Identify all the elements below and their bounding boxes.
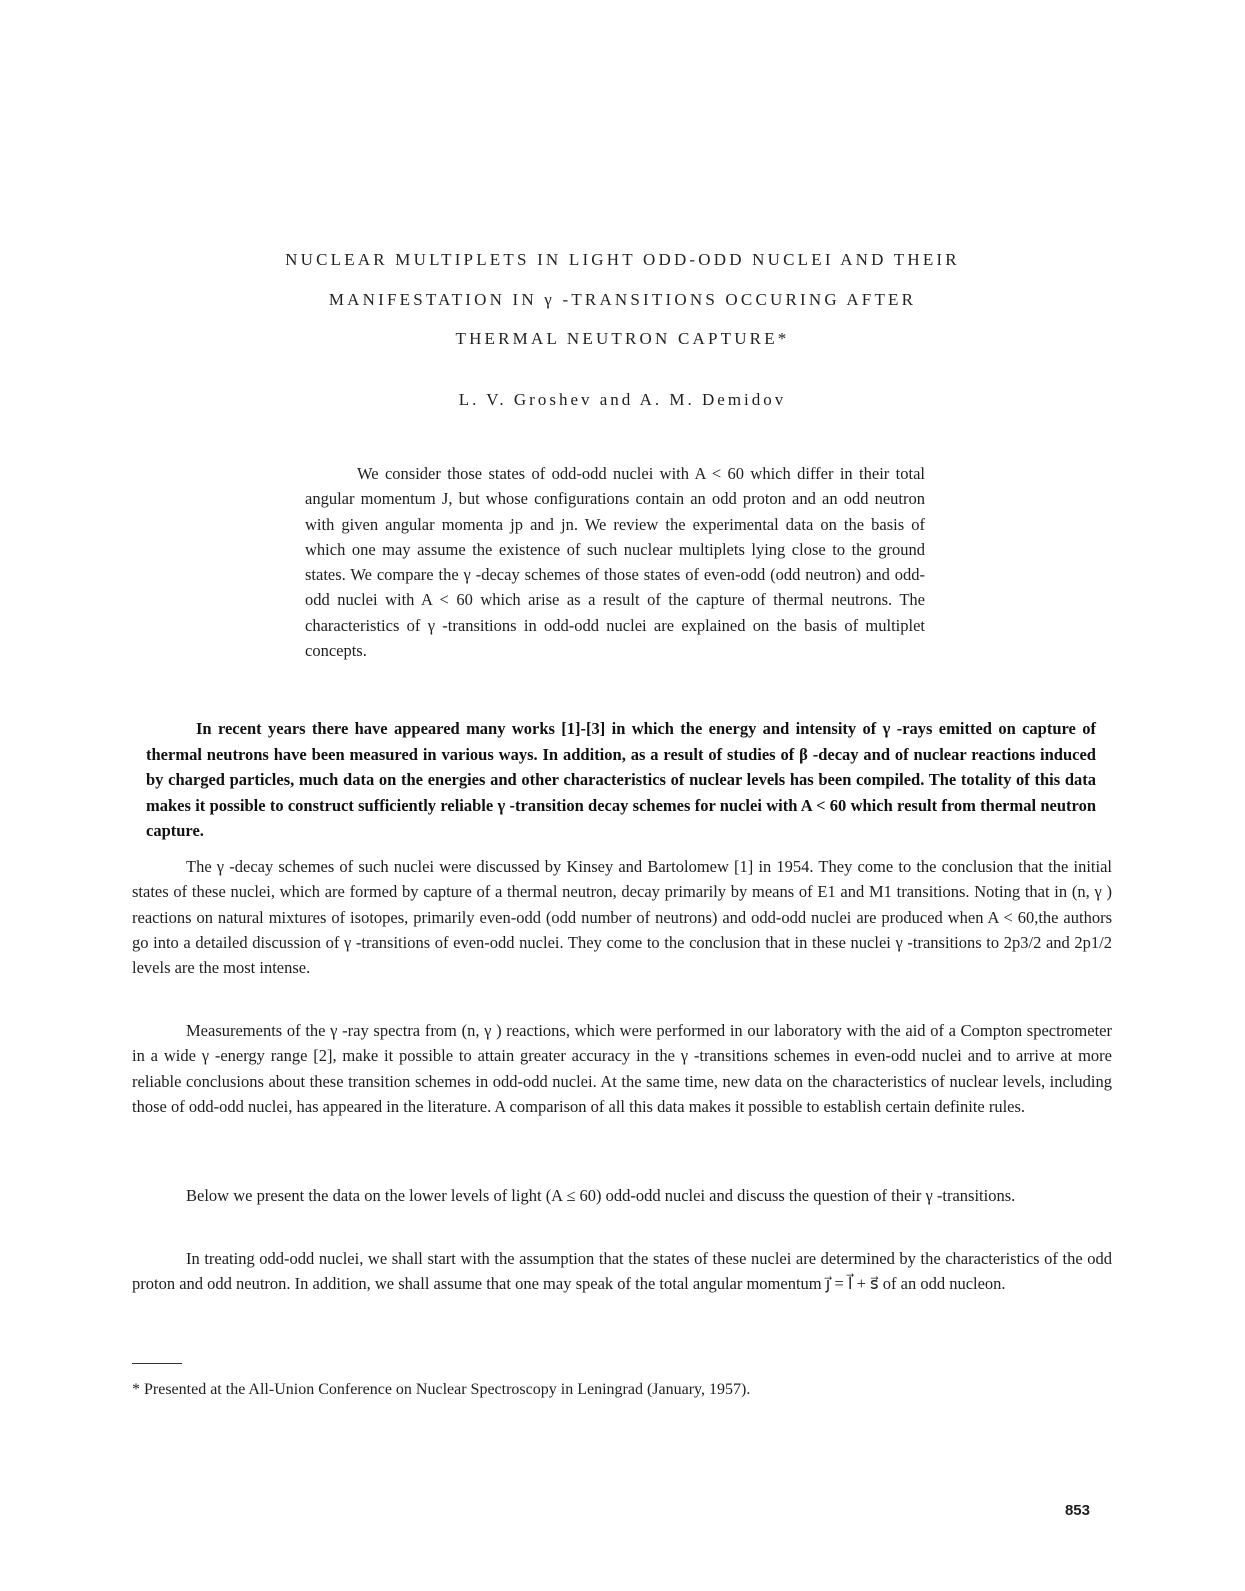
title-line-3: THERMAL NEUTRON CAPTURE* bbox=[455, 329, 790, 348]
title-line-1: NUCLEAR MULTIPLETS IN LIGHT ODD-ODD NUCLEI AND THEIR bbox=[285, 250, 960, 269]
intro-paragraph: In recent years there have appeared many works [1]-[3] in which the energy and intensity of γ -rays emitted on capture of thermal neutrons have been measured in various ways. In addition, as a result of studies of β -decay and of nuclear reactions induced by charged particles, much data on the energies and other characteristics of nuclear levels has been compiled. The totality of this data makes it possible to construct sufficiently reliable γ -transition decay schemes for nuclei with A < 60 which result from thermal neutron capture. bbox=[146, 719, 1096, 840]
page-number: 853 bbox=[1064, 1502, 1090, 1519]
footnote-rule bbox=[132, 1363, 182, 1364]
footnote: * Presented at the All-Union Conference on Nuclear Spectroscopy in Leningrad (January, 1957). bbox=[132, 1381, 751, 1398]
authors: L. V. Groshev and A. M. Demidov bbox=[458, 390, 787, 409]
abstract: We consider those states of odd-odd nuclei with A < 60 which differ in their total angular momentum J, but whose configurations contain an odd proton and an odd neutron with given angular momenta jp and jn. We review the experimental data on the basis of which one may assume the existence of such nuclear multiplets lying close to the ground states. We compare the γ -decay schemes of those states of even-odd (odd neutron) and odd-odd nuclei with A < 60 which arise as a result of the capture of thermal neutrons. The characteristics of γ -transitions in odd-odd nuclei are explained on the basis of multiplet concepts. bbox=[305, 464, 925, 661]
body-paragraph-2: Measurements of the γ -ray spectra from (n, γ ) reactions, which were performed in our laboratory with the aid of a Compton spectrometer in a wide γ -energy range [2], make it possible to attain greater accuracy in the γ -transitions schemes in even-odd nuclei and to arrive at more reliable conclusions about these transition schemes in odd-odd nuclei. At the same time, new data on the characteristics of nuclear levels, including those of odd-odd nuclei, has appeared in the literature. A comparison of all this data makes it possible to establish certain definite rules. bbox=[132, 1021, 1112, 1116]
body-paragraph-1: The γ -decay schemes of such nuclei were discussed by Kinsey and Bartolomew [1] in 1954. They come to the conclusion that the initial states of these nuclei, which are formed by capture of a thermal neutron, decay primarily by means of E1 and M1 transitions. Noting that in (n, γ ) reactions on natural mixtures of isotopes, primarily even-odd (odd number of neutrons) and odd-odd nuclei are produced when A < 60,the authors go into a detailed discussion of γ -transitions of even-odd nuclei. They come to the conclusion that in these nuclei γ -transitions to 2p3/2 and 2p1/2 levels are the most intense. bbox=[132, 857, 1112, 978]
title-line-2: MANIFESTATION IN γ -TRANSITIONS OCCURING AFTER bbox=[328, 290, 917, 309]
body-paragraph-4: In treating odd-odd nuclei, we shall start with the assumption that the states of these nuclei are determined by the characteristics of the odd proton and odd neutron. In addition, we shall assume that one may speak of the total angular momentum j⃗ = l⃗ + s⃗ of an odd nucleon. bbox=[132, 1249, 1112, 1294]
body-paragraph-3: Below we present the data on the lower levels of light (A ≤ 60) odd-odd nuclei and discuss the question of their γ -transitions. bbox=[186, 1186, 1016, 1205]
